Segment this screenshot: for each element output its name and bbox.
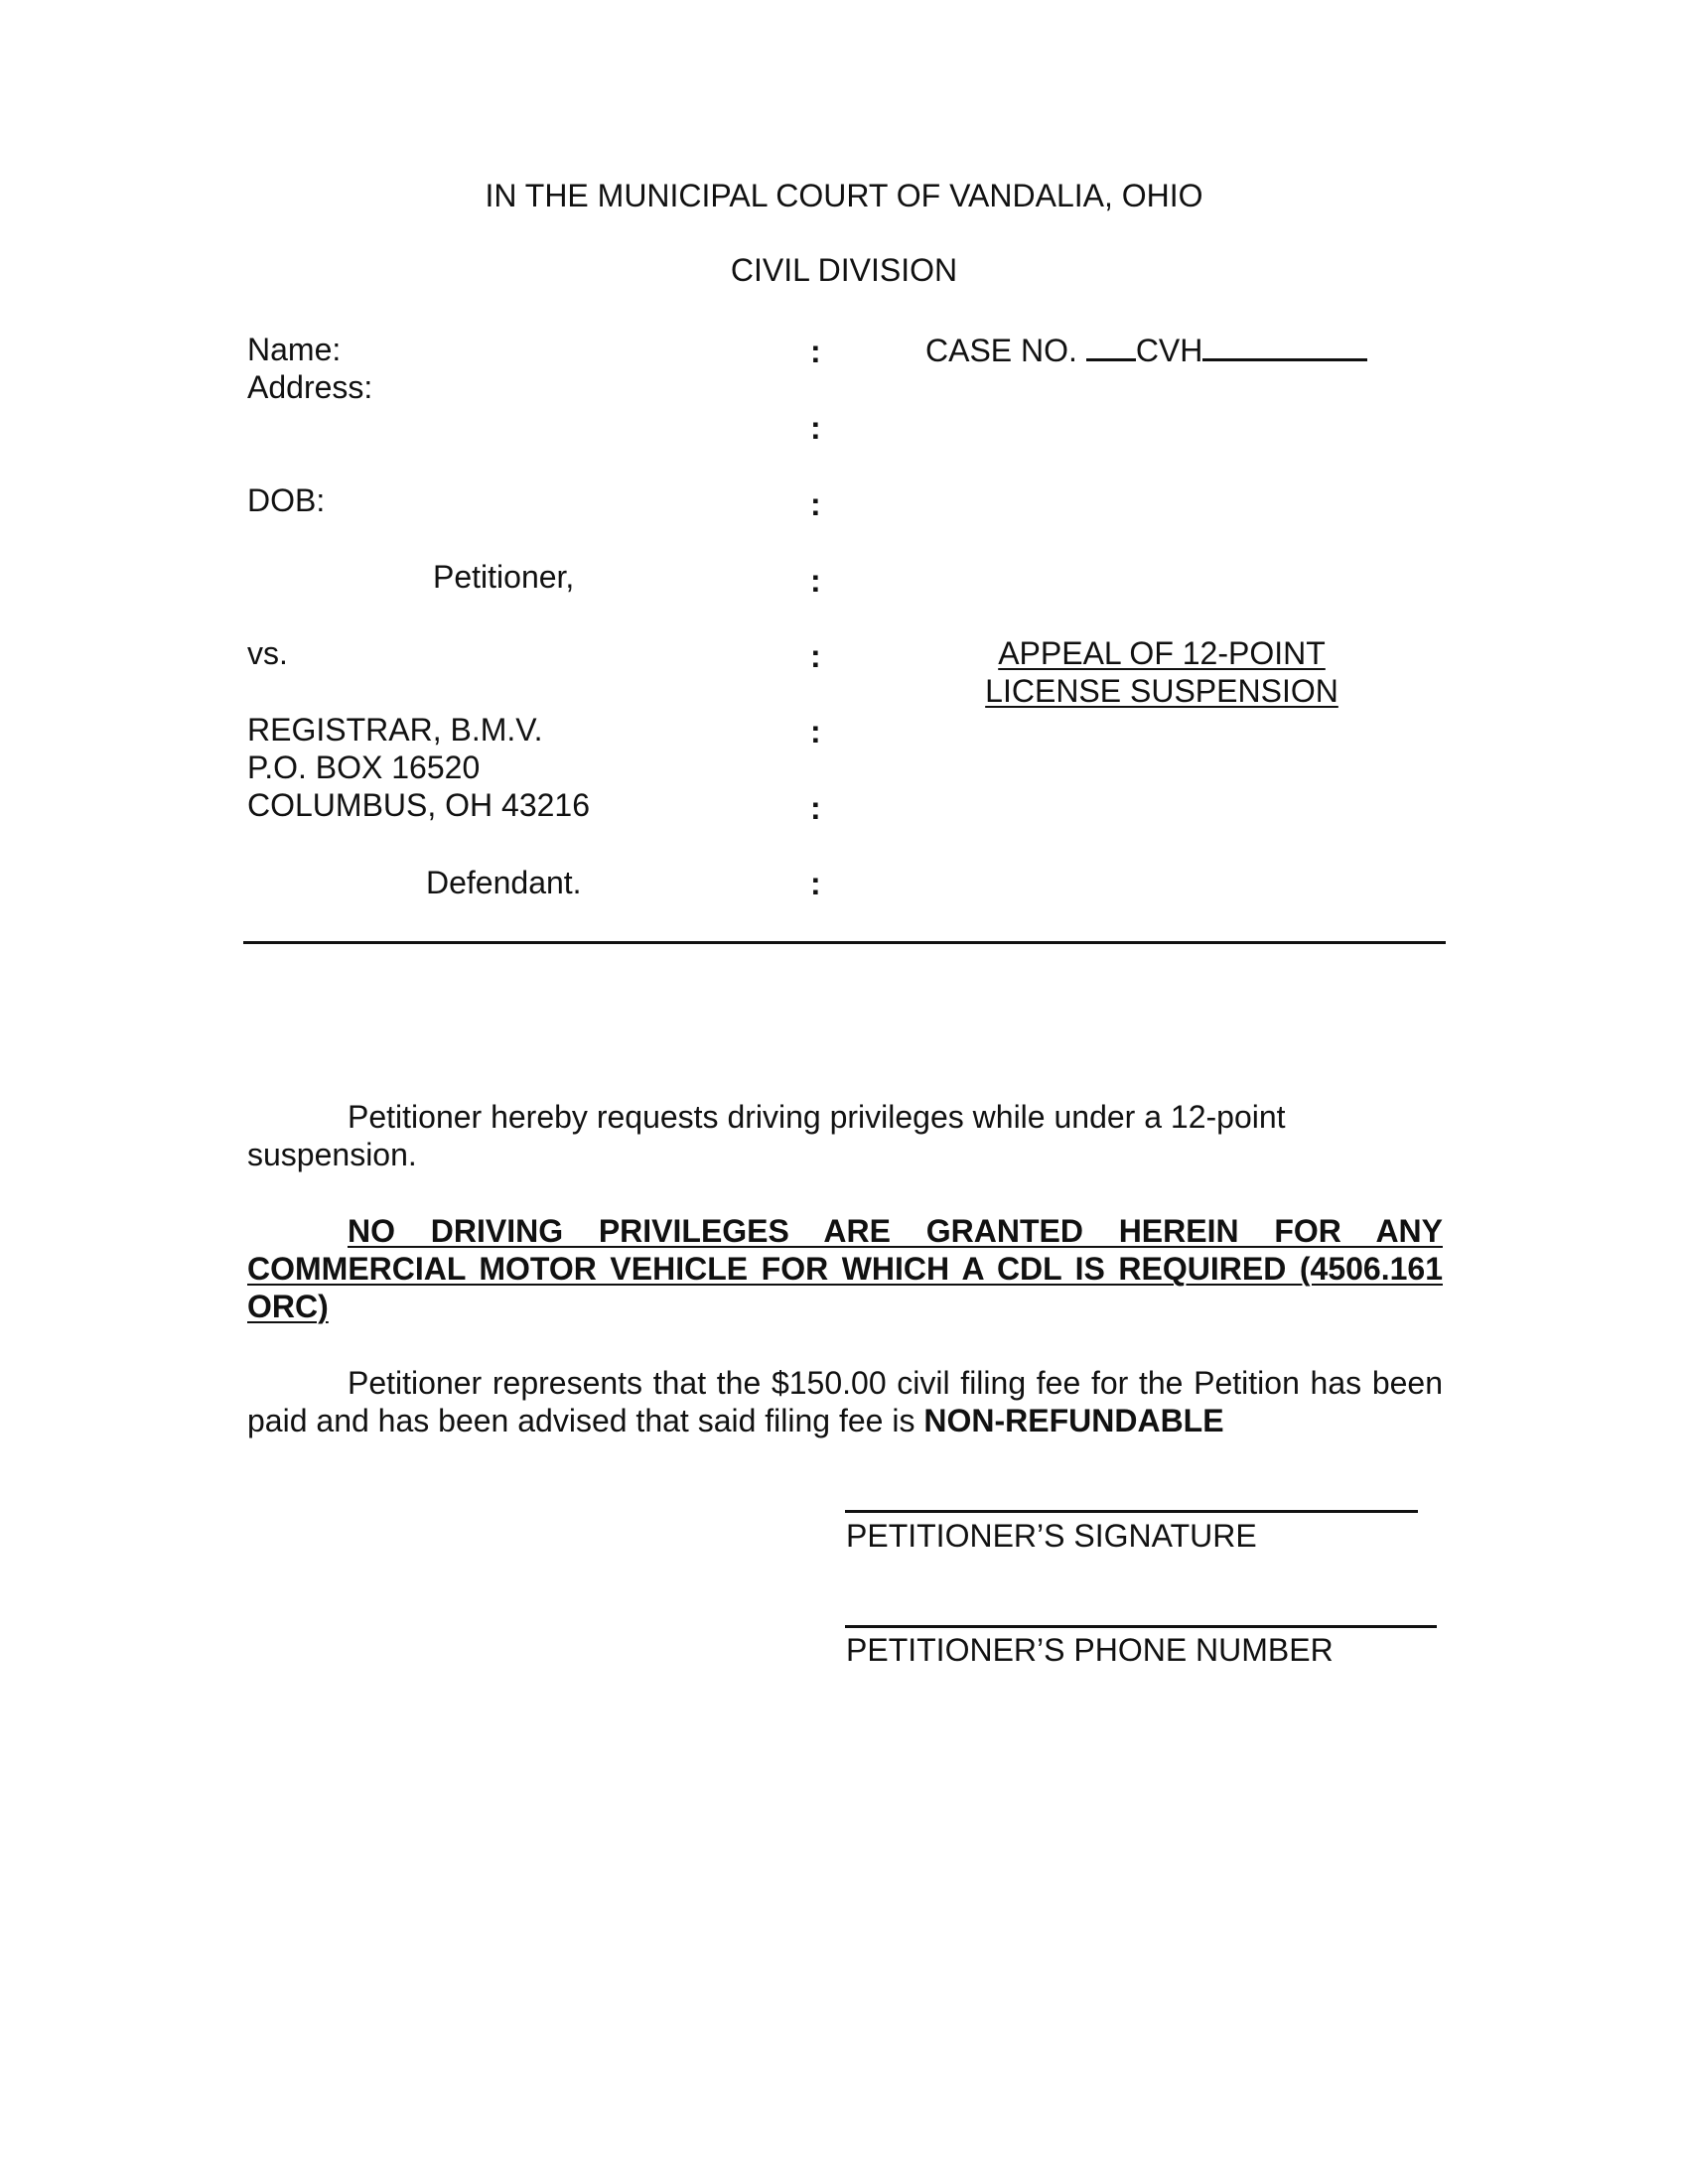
caption-colon: :	[810, 410, 821, 446]
fee-text: Petitioner represents that the $150.00 civil filing fee for the Petition has been paid and has been advised that said filing fee is	[247, 1365, 1443, 1438]
case-title	[933, 634, 1390, 710]
defendant-name: REGISTRAR, B.M.V.	[247, 712, 543, 748]
case-no-blank[interactable]	[1086, 331, 1136, 361]
caption-divider	[243, 941, 1446, 944]
caption-colon: :	[810, 714, 821, 750]
division-heading: CIVIL DIVISION	[730, 252, 958, 288]
defendant-address-line2: COLUMBUS, OH 43216	[247, 787, 591, 823]
caption-colon: :	[810, 563, 821, 599]
fee-emphasis: NON-REFUNDABLE	[923, 1403, 1224, 1438]
versus-label: vs.	[247, 635, 288, 671]
dob-label: DOB:	[247, 482, 326, 518]
caption-colon: :	[810, 790, 821, 826]
address-label: Address:	[247, 369, 373, 405]
signature-line[interactable]	[845, 1510, 1418, 1513]
caption-colon: :	[810, 486, 821, 522]
defendant-role: Defendant.	[426, 865, 582, 900]
case-no-code: CVH	[1135, 333, 1203, 368]
case-number	[925, 331, 1367, 369]
petitioner-role: Petitioner,	[433, 559, 575, 595]
case-title-line1: APPEAL OF 12-POINT	[998, 635, 1326, 671]
caption-colon: :	[810, 334, 821, 369]
court-heading: IN THE MUNICIPAL COURT OF VANDALIA, OHIO	[485, 178, 1203, 213]
defendant-address-line1: P.O. BOX 16520	[247, 750, 481, 785]
name-label: Name:	[247, 332, 342, 367]
case-title-line2: LICENSE SUSPENSION	[985, 673, 1338, 709]
caption-colon: :	[810, 866, 821, 901]
case-no-blank[interactable]	[1202, 331, 1367, 361]
phone-label: PETITIONER’S PHONE NUMBER	[846, 1632, 1334, 1668]
cdl-notice: NO DRIVING PRIVILEGES ARE GRANTED HEREIN FOR ANY COMMERCIAL MOTOR VEHICLE FOR WHICH A CDL IS REQUIRED (4506.161 ORC)	[247, 1213, 1443, 1324]
case-no-label: CASE NO.	[925, 333, 1077, 368]
phone-line[interactable]	[845, 1625, 1437, 1628]
fee-paragraph	[247, 1364, 1443, 1439]
request-paragraph: Petitioner hereby requests driving privileges while under a 12-point suspension.	[247, 1099, 1286, 1172]
caption-colon: :	[810, 638, 821, 674]
signature-label: PETITIONER’S SIGNATURE	[846, 1518, 1257, 1554]
